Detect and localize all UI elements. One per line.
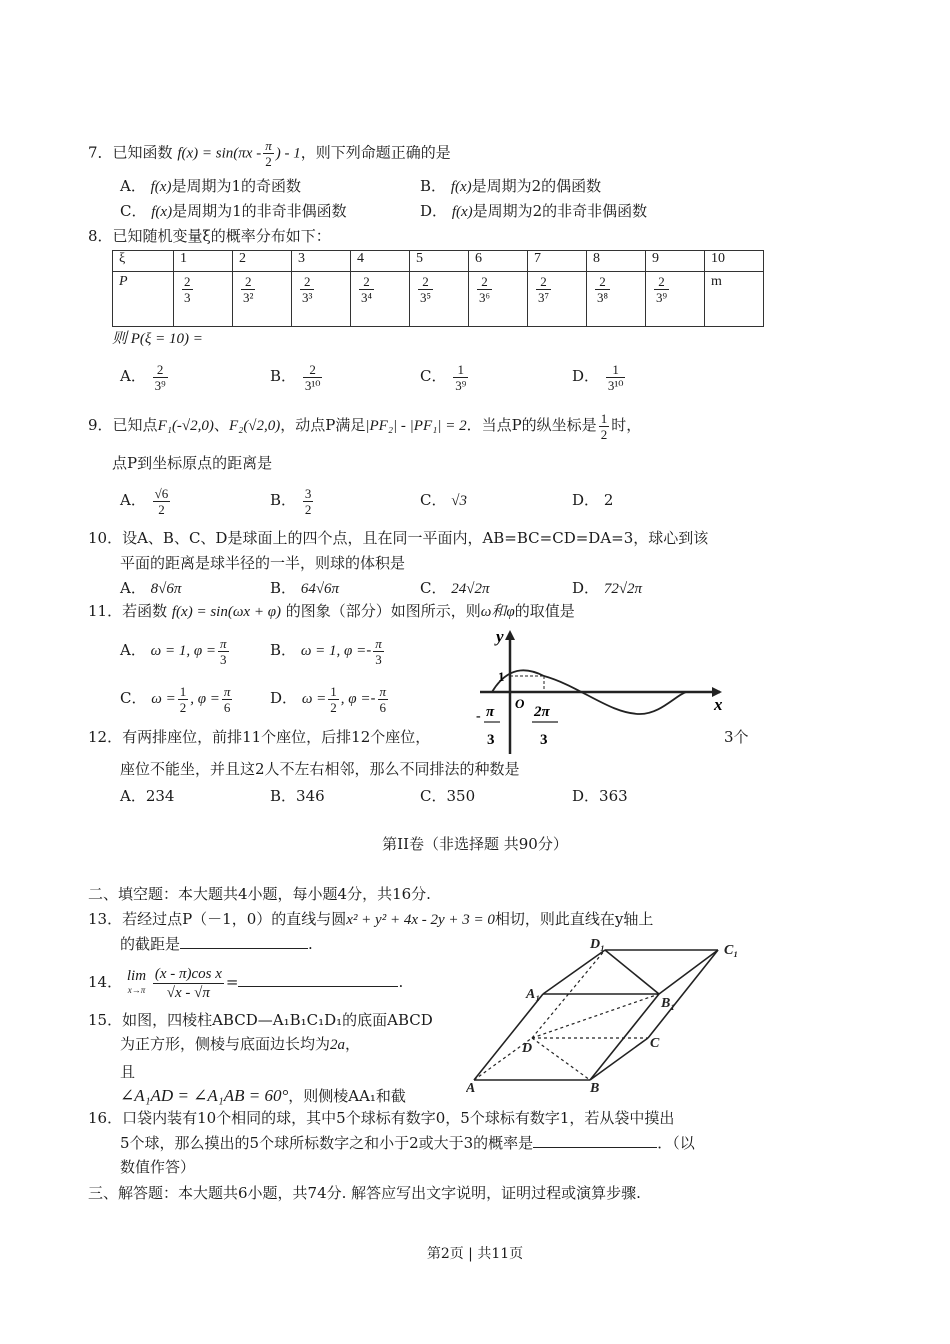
answer-blank[interactable]: [238, 972, 398, 987]
q7-option-d[interactable]: D． f(x)是周期为2的非奇非偶函数: [420, 202, 648, 220]
table-head-xi: ξ: [113, 251, 174, 272]
neg-tick-den: 3: [487, 732, 495, 748]
q9-option-b[interactable]: B． $\frac{3}{2}$: [270, 485, 312, 517]
vertex-d1: D₁: [590, 937, 605, 952]
q13-line1: 13．若经过点P（－1，0）的直线与圆x² + y² + 4x - 2y + 3 = 0相切，则此直线在y轴上: [88, 910, 654, 928]
q7-option-b[interactable]: B． f(x)是周期为2的偶函数: [420, 177, 602, 195]
q10-line2: 平面的距离是球半径的一半，则球的体积是: [120, 554, 406, 572]
table-cell: $\frac{2}{\text{3³}}$: [292, 272, 351, 327]
q16-line2: 5个球，那么摸出的5个球所标数字之和小于2或大于3的概率是 ．（以: [120, 1134, 695, 1152]
q11-stem: 11．若函数 f(x) = sin(ωx + φ) 的图象（部分）如图所示，则ω和φ的取值是: [88, 602, 575, 620]
q12-option-a[interactable]: A．234: [120, 787, 175, 805]
q9-line2: 点P到坐标原点的距离是: [112, 454, 273, 472]
q8-option-c[interactable]: C． $\frac{1}{\text{3⁹}}$: [420, 361, 467, 393]
table-cell: 6: [469, 251, 528, 272]
table-cell: 2: [233, 251, 292, 272]
q15-line1: 15．如图，四棱柱ABCD—A₁B₁C₁D₁的底面ABCD: [88, 1011, 433, 1029]
table-cell: $\frac{2}{3}$: [174, 272, 233, 327]
page-footer: 第2页 | 共11页: [426, 1246, 524, 1262]
q9-option-c[interactable]: C． √3: [420, 491, 467, 509]
q12-option-b[interactable]: B．346: [270, 787, 325, 805]
section3-heading: 三、解答题：本大题共6小题，共74分. 解答应写出文字说明，证明过程或演算步骤.: [88, 1184, 641, 1202]
vertex-a1: A₁: [526, 987, 541, 1002]
q8-ask: 则 P(ξ = 10) =: [112, 331, 203, 347]
table-cell: 8: [587, 251, 646, 272]
prism-figure: [466, 934, 746, 1094]
table-cell: 4: [351, 251, 410, 272]
edge-db-hidden: [532, 1038, 590, 1080]
q16-line1: 16．口袋内装有10个相同的球，其中5个球标有数字0，5个球标有数字1，若从袋中摸出: [88, 1109, 675, 1127]
q16-line3: 数值作答）: [120, 1158, 196, 1176]
q15-line2: 为正方形，侧棱与底面边长均为2a，: [120, 1035, 361, 1053]
edge-d1a1: [543, 950, 605, 994]
q8-stem: 8．已知随机变量ξ的概率分布如下：: [88, 227, 331, 245]
answer-blank[interactable]: [533, 1133, 657, 1148]
q10-option-c[interactable]: C． 24√2π: [420, 579, 490, 597]
vertex-b: B: [590, 1081, 600, 1094]
q12-line1: 12．有两排座位，前排11个座位，后排12个座位，: [88, 728, 431, 746]
section2-heading: 二、填空题：本大题共4小题，每小题4分，共16分.: [88, 885, 431, 903]
table-cell: 9: [646, 251, 705, 272]
table-cell: $\frac{2}{\text{3⁹}}$: [646, 272, 705, 327]
vertex-d: D: [522, 1041, 533, 1056]
q8-option-b[interactable]: B． $\frac{2}{\text{3¹⁰}}$: [270, 361, 321, 393]
q8-option-a[interactable]: A． $\frac{2}{\text{3⁹}}$: [120, 361, 166, 393]
answer-blank[interactable]: [180, 934, 308, 949]
vertex-a: A: [466, 1081, 476, 1094]
vertex-c1: C₁: [724, 943, 739, 958]
q14-line: 14． lim x→π $\frac{\text{(x - π)cos x}}{√x - √\pi}$ = .: [88, 965, 404, 1001]
q15-line3: 且 ∠A₁AD = ∠A₁AB = 60°，则侧棱AA₁和截: [120, 1063, 406, 1105]
q9-option-a[interactable]: A． $\frac{√6}{2}$: [120, 485, 169, 517]
origin-label: O: [515, 696, 525, 711]
table-cell: $\frac{2}{\text{3⁸}}$: [587, 272, 646, 327]
table-cell: $\frac{2}{\text{3⁶}}$: [469, 272, 528, 327]
table-cell: 10: [705, 251, 764, 272]
q8-option-d[interactable]: D． $\frac{1}{\text{3¹⁰}}$: [572, 361, 624, 393]
pos-tick-den: 3: [540, 732, 548, 748]
y-one-label: 1: [498, 669, 505, 684]
q12-line1-tail: 3个: [724, 728, 749, 746]
probability-table: [112, 250, 764, 327]
q9-option-d[interactable]: D． 2: [572, 491, 614, 509]
q9-stem: 9．已知点F₁(-√2,0)、F₂(√2,0)，动点P满足|PF₂| - |PF₁| = 2．当点P的纵坐标是 $\frac{1}{2}$ 时，: [88, 410, 642, 442]
q12-option-d[interactable]: D．363: [572, 787, 628, 805]
q11-option-a[interactable]: A． ω = 1, φ = $\frac{\pi}{3}$: [120, 635, 227, 667]
q12-option-c[interactable]: C．350: [420, 787, 476, 805]
q10-line1: 10．设A、B、C、D是球面上的四个点，且在同一平面内，AB=BC=CD=DA=3，球心到该: [88, 529, 709, 547]
q10-option-a[interactable]: A． 8√6π: [120, 579, 182, 597]
edge-db1-hidden: [532, 994, 659, 1038]
neg-tick-num: π: [486, 704, 495, 720]
table-head-p: P: [113, 272, 174, 327]
q11-option-c[interactable]: C． ω = $\frac{1}{2}$ , φ = $\frac{\pi}{6}$: [120, 683, 231, 715]
y-label: y: [496, 627, 504, 646]
vertex-b1: B₁: [661, 996, 676, 1011]
table-cell: 3: [292, 251, 351, 272]
neg-sign: -: [476, 709, 481, 724]
part2-title: 第II卷（非选择题 共90分）: [382, 835, 568, 853]
table-cell: 5: [410, 251, 469, 272]
q10-option-d[interactable]: D． 72√2π: [572, 579, 643, 597]
table-cell: m: [705, 272, 764, 327]
edge-d1b1: [605, 950, 659, 994]
q7-option-a[interactable]: A． f(x)是周期为1的奇函数: [120, 177, 301, 195]
sine-graph-figure: [470, 626, 740, 756]
q7-stem: 7．已知函数 f(x) = sin(πx - $\frac{\pi}{2}$ ) - 1，则下列命题正确的是: [88, 138, 451, 169]
vertex-c: C: [650, 1036, 660, 1051]
q11-option-b[interactable]: B． ω = 1, φ =- $\frac{\pi}{3}$: [270, 635, 382, 667]
q13-line2: 的截距是 .: [120, 935, 313, 953]
q10-option-b[interactable]: B． 64√6π: [270, 579, 340, 597]
table-cell: $\frac{2}{\text{3²}}$: [233, 272, 292, 327]
table-cell: 1: [174, 251, 233, 272]
q12-line2: 座位不能坐，并且这2人不左右相邻，那么不同排法的种数是: [120, 760, 520, 778]
table-cell: $\frac{2}{\text{3⁵}}$: [410, 272, 469, 327]
x-label: x: [714, 695, 723, 714]
q7-option-c[interactable]: C． f(x)是周期为1的非奇非偶函数: [120, 202, 347, 220]
y-axis-arrow: [505, 630, 515, 640]
table-cell: $\frac{2}{\text{3⁷}}$: [528, 272, 587, 327]
table-cell: 7: [528, 251, 587, 272]
table-cell: $\frac{2}{\text{3⁴}}$: [351, 272, 410, 327]
pos-tick-num: 2π: [534, 704, 550, 720]
q11-option-d[interactable]: D． ω = $\frac{1}{2}$ , φ =- $\frac{\pi}{6}$: [270, 683, 387, 715]
